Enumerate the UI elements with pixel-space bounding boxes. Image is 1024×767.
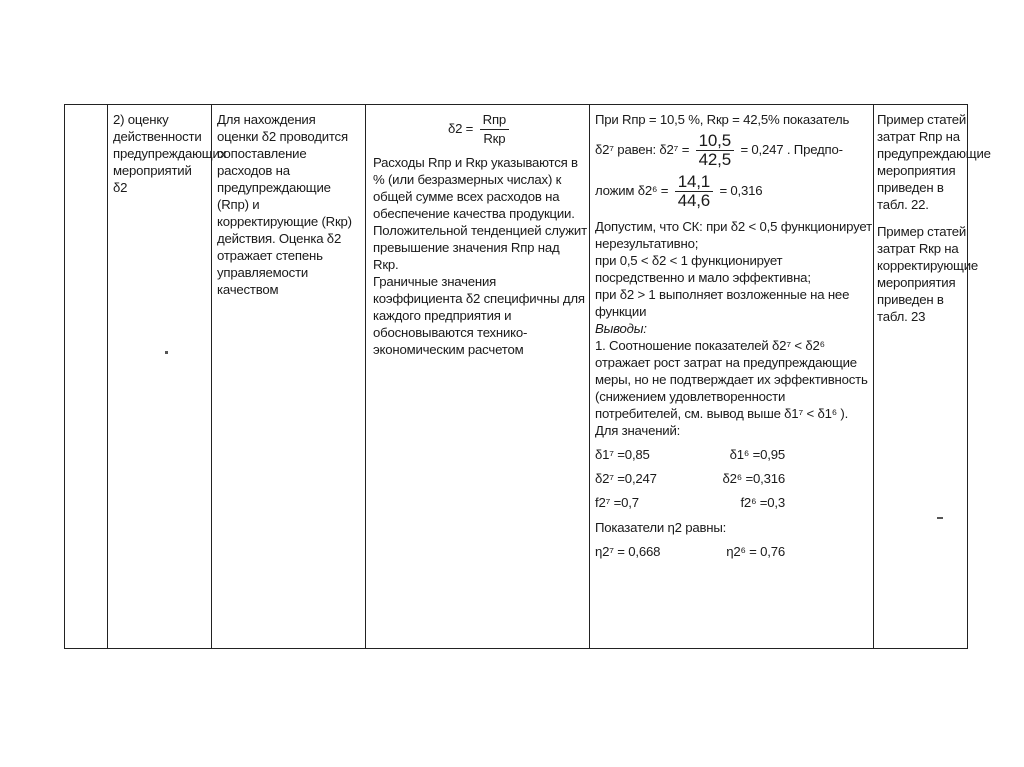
eq2-suffix: = 0,316 <box>719 182 763 198</box>
formula-cell <box>373 111 587 358</box>
criterion-cell <box>113 111 227 196</box>
boundary-values-text: Граничные значения коэффициента δ2 специфичны для каждого предприятия и обосновываются технико-экономическим расчетом <box>373 274 585 357</box>
criterion-text: 2) оценку действенности предупреждающих мероприятий δ2 <box>113 112 227 195</box>
delta2-formula <box>373 111 587 148</box>
conclusions-heading: Выводы: <box>595 321 647 336</box>
values-row <box>595 470 785 487</box>
eq2-denominator: 44,6 <box>677 191 710 210</box>
value-item: η2⁶ = 0,76 <box>726 544 785 559</box>
assumption-3: при δ2 > 1 выполняет возложенные на нее функции <box>595 287 850 319</box>
formula-denominator: Rкр <box>483 131 506 146</box>
example-intro: При Rпр = 10,5 %, Rкр = 42,5% показатель <box>595 112 850 127</box>
assumption-1: Допустим, что СК: при δ2 < 0,5 функционирует нерезультативно; <box>595 219 872 251</box>
values-row <box>595 446 785 463</box>
value-item: δ2⁶ =0,316 <box>722 471 785 486</box>
formula-explanation: Расходы Rпр и Rкр указываются в % (или безразмерных числах) к общей сумме всех расходов на обеспечение качества продукции. Положительной тенденцией служит превышение значения Rпр над Rкр. <box>373 155 587 272</box>
eq1-denominator: 42,5 <box>698 150 731 169</box>
value-item: δ1⁷ =0,85 <box>595 447 650 462</box>
eq1-prefix: δ2⁷ равен: δ2⁷ = <box>595 141 690 157</box>
scan-speck <box>937 517 943 519</box>
column-divider <box>589 105 590 648</box>
value-item: f2⁶ =0,3 <box>740 495 785 510</box>
eq1-suffix: = 0,247 . Предпо- <box>740 141 843 157</box>
formula-fraction <box>480 111 509 148</box>
value-item: η2⁷ = 0,668 <box>595 544 661 559</box>
column-divider <box>365 105 366 648</box>
values-row <box>595 494 785 511</box>
formula-lhs: δ2 = <box>447 120 474 136</box>
reference-note-1: Пример статей затрат Rпр на предупреждающие мероприятия приведен в табл. 22. <box>877 112 991 212</box>
conclusion-1: 1. Соотношение показателей δ2⁷ < δ2⁶ отражает рост затрат на предупреждающие меры, но не подтверждает их эффективность (снижением удовлетворенности потребителей, см. вывод выше δ1⁷ < δ1⁶ ). <box>595 338 868 421</box>
method-cell <box>217 111 355 298</box>
value-item: f2⁷ =0,7 <box>595 495 639 510</box>
value-item: δ1⁶ =0,95 <box>729 447 785 462</box>
assumption-2: при 0,5 < δ2 < 1 функционирует посредственно и мало эффективна; <box>595 253 811 285</box>
formula-numerator: Rпр <box>480 111 509 130</box>
example-equation-2 <box>595 173 873 210</box>
value-item: δ2⁷ =0,247 <box>595 471 657 486</box>
column-divider <box>107 105 108 648</box>
scan-speck <box>165 351 168 354</box>
example-cell <box>595 111 873 567</box>
eq2-numerator: 14,1 <box>675 173 713 192</box>
values-heading: Для значений: <box>595 423 681 438</box>
method-text: Для нахождения оценки δ2 проводится сопоставление расходов на предупреждающие (Rпр) и корректирующие (Rкр) действия. Оценка δ2 отражает степень управляемости качеством <box>217 112 352 297</box>
indicators-heading: Показатели η2 равны: <box>595 520 727 535</box>
column-divider <box>211 105 212 648</box>
reference-cell <box>877 111 991 325</box>
column-divider <box>873 105 874 648</box>
values-row <box>595 543 785 560</box>
criteria-table <box>64 104 991 649</box>
eq1-fraction <box>696 132 734 169</box>
reference-note-2: Пример статей затрат Rкр на корректирующие мероприятия приведен в табл. 23 <box>877 224 979 324</box>
eq2-prefix: ложим δ2⁶ = <box>595 182 669 198</box>
eq2-fraction <box>675 173 713 210</box>
example-equation-1 <box>595 132 873 169</box>
eq1-numerator: 10,5 <box>696 132 734 151</box>
